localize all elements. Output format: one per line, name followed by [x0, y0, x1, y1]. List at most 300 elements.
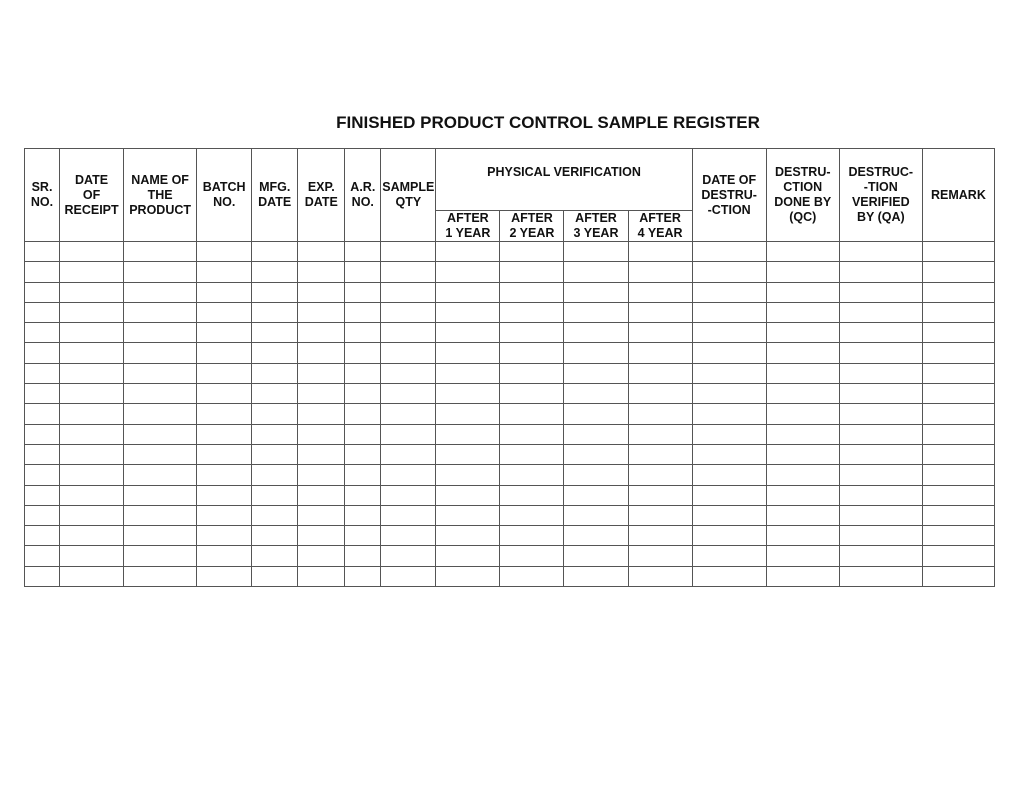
table-cell	[766, 465, 839, 485]
table-cell	[60, 424, 124, 444]
table-cell	[839, 384, 922, 404]
table-cell	[124, 485, 197, 505]
table-cell	[124, 302, 197, 322]
table-cell	[298, 444, 345, 464]
table-cell	[124, 404, 197, 424]
table-cell	[298, 505, 345, 525]
table-cell	[381, 485, 436, 505]
table-cell	[252, 262, 298, 282]
table-cell	[298, 242, 345, 262]
header-batch-no: BATCH NO.	[197, 149, 252, 242]
table-cell	[124, 242, 197, 262]
table-cell	[252, 505, 298, 525]
table-row	[25, 465, 995, 485]
table-cell	[692, 363, 766, 383]
table-cell	[298, 302, 345, 322]
table-cell	[381, 384, 436, 404]
table-cell	[25, 566, 60, 586]
table-cell	[692, 566, 766, 586]
table-cell	[922, 302, 994, 322]
table-cell	[345, 363, 381, 383]
table-cell	[60, 465, 124, 485]
table-cell	[124, 444, 197, 464]
table-row	[25, 242, 995, 262]
table-cell	[124, 323, 197, 343]
table-cell	[500, 404, 564, 424]
table-cell	[436, 566, 500, 586]
table-cell	[381, 526, 436, 546]
table-cell	[252, 242, 298, 262]
table-cell	[345, 465, 381, 485]
table-cell	[766, 262, 839, 282]
table-cell	[345, 282, 381, 302]
table-cell	[692, 546, 766, 566]
table-cell	[60, 343, 124, 363]
table-cell	[298, 485, 345, 505]
header-sample-qty: SAMPLE QTY	[381, 149, 436, 242]
table-cell	[922, 282, 994, 302]
table-cell	[298, 526, 345, 546]
table-cell	[500, 465, 564, 485]
table-cell	[436, 424, 500, 444]
table-cell	[628, 302, 692, 322]
table-cell	[197, 465, 252, 485]
table-cell	[252, 282, 298, 302]
table-cell	[197, 262, 252, 282]
table-cell	[124, 566, 197, 586]
table-cell	[922, 424, 994, 444]
table-row	[25, 363, 995, 383]
table-cell	[628, 262, 692, 282]
table-cell	[60, 262, 124, 282]
table-cell	[381, 262, 436, 282]
table-cell	[381, 566, 436, 586]
table-cell	[60, 526, 124, 546]
table-cell	[839, 526, 922, 546]
table-cell	[628, 485, 692, 505]
table-cell	[564, 282, 628, 302]
table-cell	[564, 404, 628, 424]
table-cell	[298, 323, 345, 343]
table-cell	[500, 444, 564, 464]
table-cell	[345, 323, 381, 343]
table-row	[25, 302, 995, 322]
table-cell	[345, 343, 381, 363]
table-cell	[197, 343, 252, 363]
table-cell	[766, 566, 839, 586]
table-cell	[922, 444, 994, 464]
table-cell	[436, 505, 500, 525]
table-cell	[839, 546, 922, 566]
table-cell	[692, 302, 766, 322]
table-cell	[298, 404, 345, 424]
table-cell	[124, 505, 197, 525]
table-cell	[922, 343, 994, 363]
table-cell	[922, 465, 994, 485]
table-cell	[298, 566, 345, 586]
table-cell	[500, 526, 564, 546]
table-cell	[692, 242, 766, 262]
table-cell	[564, 424, 628, 444]
table-cell	[839, 343, 922, 363]
table-cell	[766, 444, 839, 464]
table-cell	[25, 505, 60, 525]
table-cell	[766, 282, 839, 302]
table-cell	[252, 302, 298, 322]
table-cell	[500, 242, 564, 262]
header-destruction-done-by: DESTRU- CTION DONE BY (QC)	[766, 149, 839, 242]
table-cell	[692, 262, 766, 282]
table-cell	[766, 363, 839, 383]
table-cell	[628, 282, 692, 302]
table-cell	[628, 343, 692, 363]
header-destruction-verified-by: DESTRUC- -TION VERIFIED BY (QA)	[839, 149, 922, 242]
table-cell	[564, 566, 628, 586]
table-cell	[298, 384, 345, 404]
table-cell	[839, 485, 922, 505]
table-cell	[197, 424, 252, 444]
table-cell	[298, 424, 345, 444]
table-cell	[345, 384, 381, 404]
table-cell	[766, 424, 839, 444]
table-cell	[564, 323, 628, 343]
header-after-4-year: AFTER 4 YEAR	[628, 211, 692, 242]
table-cell	[500, 363, 564, 383]
table-cell	[436, 302, 500, 322]
table-cell	[298, 282, 345, 302]
table-cell	[60, 566, 124, 586]
header-remark: REMARK	[922, 149, 994, 242]
table-cell	[628, 546, 692, 566]
table-cell	[436, 242, 500, 262]
table-cell	[839, 424, 922, 444]
table-cell	[345, 566, 381, 586]
table-cell	[564, 485, 628, 505]
table-cell	[60, 444, 124, 464]
table-cell	[922, 384, 994, 404]
table-cell	[197, 546, 252, 566]
table-cell	[436, 363, 500, 383]
table-cell	[628, 444, 692, 464]
table-cell	[564, 302, 628, 322]
table-cell	[692, 404, 766, 424]
table-cell	[381, 302, 436, 322]
table-cell	[345, 424, 381, 444]
table-cell	[252, 444, 298, 464]
table-cell	[436, 485, 500, 505]
table-cell	[766, 485, 839, 505]
table-cell	[252, 465, 298, 485]
table-cell	[628, 465, 692, 485]
table-cell	[500, 566, 564, 586]
table-cell	[922, 566, 994, 586]
table-cell	[124, 465, 197, 485]
table-cell	[197, 302, 252, 322]
table-cell	[922, 404, 994, 424]
table-cell	[345, 242, 381, 262]
table-cell	[500, 505, 564, 525]
table-cell	[628, 242, 692, 262]
table-cell	[692, 444, 766, 464]
table-row	[25, 485, 995, 505]
table-cell	[839, 242, 922, 262]
table-cell	[839, 404, 922, 424]
table-cell	[25, 384, 60, 404]
table-cell	[500, 424, 564, 444]
table-row	[25, 262, 995, 282]
table-cell	[564, 363, 628, 383]
table-cell	[25, 282, 60, 302]
table-row	[25, 444, 995, 464]
table-cell	[381, 546, 436, 566]
table-cell	[766, 546, 839, 566]
header-mfg-date: MFG. DATE	[252, 149, 298, 242]
table-cell	[766, 404, 839, 424]
table-cell	[197, 282, 252, 302]
table-cell	[197, 384, 252, 404]
table-cell	[124, 546, 197, 566]
table-cell	[692, 424, 766, 444]
table-cell	[298, 546, 345, 566]
table-cell	[500, 485, 564, 505]
table-row	[25, 505, 995, 525]
table-cell	[25, 323, 60, 343]
table-cell	[922, 526, 994, 546]
table-cell	[25, 526, 60, 546]
header-ar-no: A.R. NO.	[345, 149, 381, 242]
table-cell	[60, 323, 124, 343]
header-after-1-year: AFTER 1 YEAR	[436, 211, 500, 242]
table-cell	[25, 302, 60, 322]
table-cell	[564, 526, 628, 546]
table-cell	[252, 424, 298, 444]
table-cell	[252, 323, 298, 343]
table-cell	[628, 384, 692, 404]
table-cell	[345, 526, 381, 546]
table-cell	[381, 343, 436, 363]
table-cell	[692, 384, 766, 404]
table-cell	[381, 444, 436, 464]
table-cell	[60, 302, 124, 322]
table-cell	[25, 404, 60, 424]
table-cell	[436, 262, 500, 282]
table-cell	[564, 444, 628, 464]
table-cell	[766, 242, 839, 262]
table-row	[25, 424, 995, 444]
table-cell	[345, 485, 381, 505]
table-cell	[60, 282, 124, 302]
table-row	[25, 323, 995, 343]
table-cell	[381, 242, 436, 262]
table-cell	[298, 465, 345, 485]
table-cell	[628, 404, 692, 424]
table-cell	[381, 404, 436, 424]
table-cell	[922, 323, 994, 343]
table-cell	[766, 343, 839, 363]
table-cell	[197, 242, 252, 262]
table-cell	[692, 526, 766, 546]
table-row	[25, 546, 995, 566]
table-cell	[500, 384, 564, 404]
table-cell	[766, 526, 839, 546]
table-cell	[628, 323, 692, 343]
table-cell	[298, 343, 345, 363]
header-date-of-destruction: DATE OF DESTRU- -CTION	[692, 149, 766, 242]
table-cell	[564, 343, 628, 363]
table-cell	[60, 242, 124, 262]
table-cell	[124, 262, 197, 282]
table-cell	[839, 262, 922, 282]
table-row	[25, 566, 995, 586]
table-cell	[839, 302, 922, 322]
table-cell	[345, 505, 381, 525]
table-cell	[436, 404, 500, 424]
table-cell	[692, 465, 766, 485]
table-cell	[839, 465, 922, 485]
table-cell	[628, 566, 692, 586]
table-cell	[628, 526, 692, 546]
table-cell	[124, 363, 197, 383]
table-cell	[500, 323, 564, 343]
table-cell	[436, 384, 500, 404]
header-physical-verification: PHYSICAL VERIFICATION	[436, 149, 692, 211]
table-cell	[252, 526, 298, 546]
table-cell	[628, 424, 692, 444]
table-cell	[766, 323, 839, 343]
table-cell	[381, 424, 436, 444]
table-cell	[197, 444, 252, 464]
table-cell	[298, 363, 345, 383]
table-cell	[922, 546, 994, 566]
table-cell	[436, 444, 500, 464]
header-name-of-product: NAME OF THE PRODUCT	[124, 149, 197, 242]
register-table	[24, 148, 995, 587]
table-cell	[345, 546, 381, 566]
table-cell	[500, 282, 564, 302]
table-cell	[564, 262, 628, 282]
table-cell	[839, 566, 922, 586]
table-cell	[345, 444, 381, 464]
table-cell	[197, 363, 252, 383]
table-cell	[381, 323, 436, 343]
table-cell	[436, 343, 500, 363]
table-cell	[124, 282, 197, 302]
table-row	[25, 404, 995, 424]
table-cell	[124, 343, 197, 363]
table-cell	[25, 485, 60, 505]
table-cell	[345, 404, 381, 424]
header-date-of-receipt: DATE OF RECEIPT	[60, 149, 124, 242]
header-after-2-year: AFTER 2 YEAR	[500, 211, 564, 242]
table-cell	[252, 546, 298, 566]
table-cell	[25, 343, 60, 363]
table-cell	[124, 424, 197, 444]
table-cell	[564, 384, 628, 404]
table-cell	[500, 546, 564, 566]
table-cell	[766, 302, 839, 322]
table-cell	[25, 262, 60, 282]
header-after-3-year: AFTER 3 YEAR	[564, 211, 628, 242]
table-cell	[197, 323, 252, 343]
table-cell	[197, 404, 252, 424]
table-cell	[197, 566, 252, 586]
table-cell	[839, 282, 922, 302]
table-row	[25, 384, 995, 404]
table-cell	[298, 262, 345, 282]
header-sr-no: SR. NO.	[25, 149, 60, 242]
register-body	[25, 242, 995, 587]
table-cell	[25, 424, 60, 444]
table-cell	[436, 526, 500, 546]
table-cell	[692, 343, 766, 363]
table-cell	[628, 363, 692, 383]
table-cell	[381, 363, 436, 383]
table-cell	[197, 526, 252, 546]
table-cell	[345, 302, 381, 322]
table-cell	[922, 505, 994, 525]
table-cell	[436, 546, 500, 566]
table-cell	[766, 384, 839, 404]
table-cell	[500, 343, 564, 363]
table-cell	[692, 485, 766, 505]
table-cell	[564, 242, 628, 262]
table-cell	[500, 302, 564, 322]
table-cell	[436, 323, 500, 343]
register-title: FINISHED PRODUCT CONTROL SAMPLE REGISTER	[336, 113, 760, 132]
table-cell	[692, 505, 766, 525]
table-cell	[25, 444, 60, 464]
table-cell	[564, 546, 628, 566]
table-cell	[197, 505, 252, 525]
table-cell	[692, 323, 766, 343]
table-cell	[25, 546, 60, 566]
table-cell	[252, 363, 298, 383]
table-cell	[922, 262, 994, 282]
table-cell	[25, 465, 60, 485]
table-cell	[766, 505, 839, 525]
table-cell	[60, 505, 124, 525]
table-cell	[60, 384, 124, 404]
table-cell	[436, 282, 500, 302]
table-cell	[628, 505, 692, 525]
table-row	[25, 343, 995, 363]
table-cell	[839, 323, 922, 343]
table-cell	[381, 465, 436, 485]
table-cell	[564, 465, 628, 485]
table-row	[25, 282, 995, 302]
table-cell	[500, 262, 564, 282]
table-cell	[381, 505, 436, 525]
table-cell	[252, 343, 298, 363]
table-cell	[60, 485, 124, 505]
table-cell	[60, 546, 124, 566]
table-cell	[564, 505, 628, 525]
table-cell	[381, 282, 436, 302]
table-cell	[839, 505, 922, 525]
table-cell	[252, 384, 298, 404]
table-cell	[839, 444, 922, 464]
table-cell	[692, 282, 766, 302]
table-row	[25, 526, 995, 546]
table-cell	[252, 404, 298, 424]
table-cell	[252, 566, 298, 586]
table-cell	[124, 526, 197, 546]
table-cell	[25, 242, 60, 262]
table-cell	[839, 363, 922, 383]
table-cell	[25, 363, 60, 383]
header-exp-date: EXP. DATE	[298, 149, 345, 242]
table-cell	[124, 384, 197, 404]
